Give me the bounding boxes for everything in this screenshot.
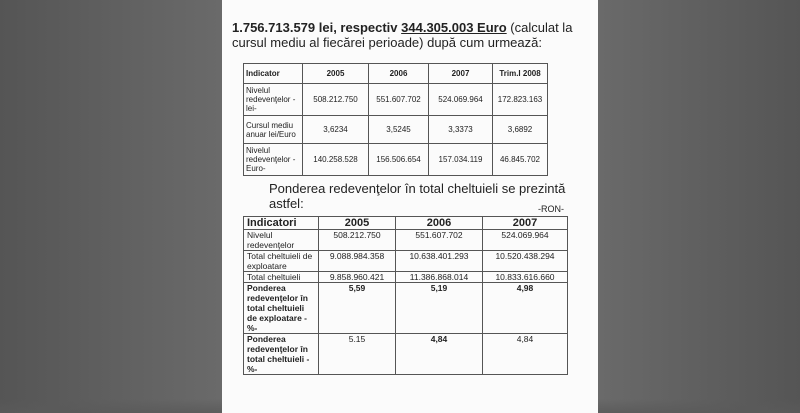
table-row: [244, 334, 568, 375]
header-cell: Indicatori: [244, 217, 319, 230]
header-cell: 2007: [429, 64, 493, 84]
row-label: Total cheltuieli: [244, 272, 319, 283]
cell: 10.833.616.660: [483, 272, 568, 283]
cell: 9.858.960.421: [319, 272, 396, 283]
intro-rest: (calculat la cursul mediu al fiecărei perioade) după cum urmează:: [232, 20, 573, 50]
table-row: [244, 116, 548, 144]
cell: 4,84: [396, 334, 483, 375]
document-page: [222, 0, 598, 413]
cell: 508.212.750: [319, 230, 396, 251]
header-cell: 2006: [369, 64, 429, 84]
table-header-row: [244, 64, 548, 84]
row-label: Nivelul redevenţelor -lei-: [244, 84, 303, 116]
cell: 4,84: [483, 334, 568, 375]
header-cell: Trim.I 2008: [493, 64, 548, 84]
unit-label: -RON-: [538, 204, 564, 214]
row-label: Ponderea redevenţelor în total cheltuieli -%-: [244, 334, 319, 375]
cell: 3,6892: [493, 116, 548, 144]
header-cell: 2007: [483, 217, 568, 230]
royalties-share-table: [243, 216, 568, 375]
royalties-table: [243, 63, 548, 176]
cell: 5,59: [319, 283, 396, 334]
row-label: Total cheltuieli de exploatare: [244, 251, 319, 272]
cell: 157.034.119: [429, 144, 493, 176]
cell: 3,3373: [429, 116, 493, 144]
cell: 10.520.438.294: [483, 251, 568, 272]
background-left: [0, 0, 222, 413]
cell: 3,6234: [303, 116, 369, 144]
row-label: Nivelul redevenţelor -Euro-: [244, 144, 303, 176]
amount-lei: 1.756.713.579 lei, respectiv: [232, 20, 398, 35]
cell: 551.607.702: [396, 230, 483, 251]
cell: 9.088.984.358: [319, 251, 396, 272]
table-header-row: [244, 217, 568, 230]
cell: 551.607.702: [369, 84, 429, 116]
cell: 172.823.163: [493, 84, 548, 116]
cell: 5,19: [396, 283, 483, 334]
table-row: [244, 230, 568, 251]
cell: 10.638.401.293: [396, 251, 483, 272]
row-label: Cursul mediu anuar lei/Euro: [244, 116, 303, 144]
section-heading: Ponderea redevenţelor în total cheltuieli se prezintă astfel:: [269, 181, 566, 211]
amount-euro: 344.305.003 Euro: [401, 20, 507, 35]
row-label: Ponderea redevenţelor în total cheltuieli de exploatare -%-: [244, 283, 319, 334]
intro-paragraph: [232, 20, 597, 50]
table-row: [244, 144, 548, 176]
cell: 524.069.964: [429, 84, 493, 116]
cell: 140.258.528: [303, 144, 369, 176]
cell: 4,98: [483, 283, 568, 334]
cell: 46.845.702: [493, 144, 548, 176]
table-row: [244, 251, 568, 272]
header-cell: 2005: [319, 217, 396, 230]
header-cell: Indicator: [244, 64, 303, 84]
cell: 3,5245: [369, 116, 429, 144]
cell: 5.15: [319, 334, 396, 375]
cell: 508.212.750: [303, 84, 369, 116]
table-row: [244, 283, 568, 334]
cell: 11.386.868.014: [396, 272, 483, 283]
table-row: [244, 84, 548, 116]
cell: 524.069.964: [483, 230, 568, 251]
table-row: [244, 272, 568, 283]
background-right: [598, 0, 800, 413]
row-label: Nivelul redevenţelor: [244, 230, 319, 251]
cell: 156.506.654: [369, 144, 429, 176]
header-cell: 2005: [303, 64, 369, 84]
header-cell: 2006: [396, 217, 483, 230]
